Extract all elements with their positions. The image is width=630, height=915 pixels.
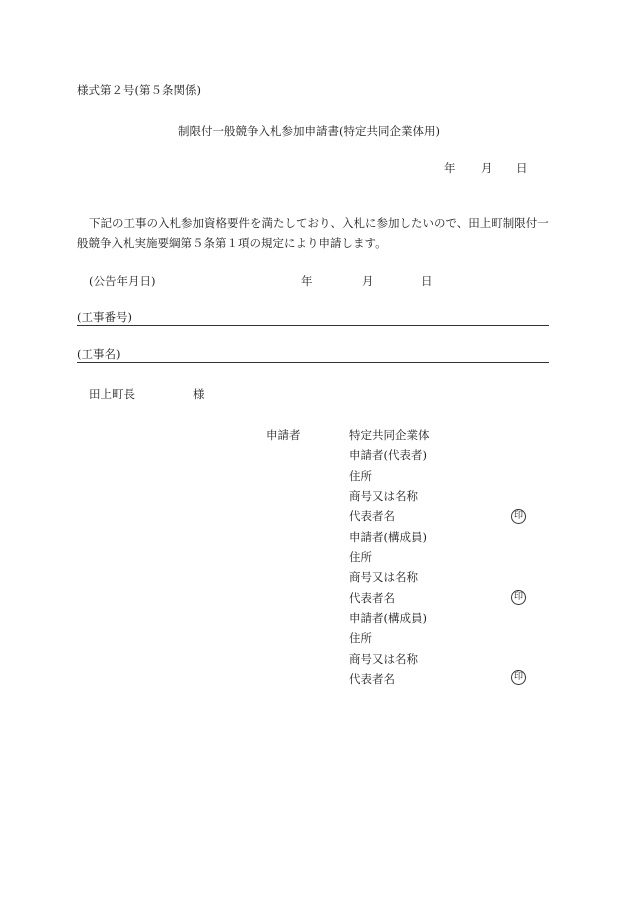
applicant-row: 住所 [349, 550, 372, 565]
body-text: 下記の工事の入札参加資格要件を満たしており、入札に参加したいので、田上町制限付一般競争入札実施要綱第５条第１項の規定により申請します。 [77, 216, 549, 250]
body-paragraph [77, 213, 557, 253]
seal-icon: 印 [511, 670, 526, 685]
seal-icon: 印 [511, 509, 526, 524]
construction-number-field[interactable] [77, 309, 549, 326]
addressee-honorific: 様 [193, 387, 205, 401]
date-month-label: 月 [481, 161, 493, 175]
applicant-row: 商号又は名称 [349, 651, 418, 666]
date-day-label: 日 [516, 161, 528, 175]
applicant-row: 代表者名 [349, 509, 395, 524]
applicant-row: 代表者名 [349, 672, 395, 687]
applicant-row: 住所 [349, 631, 372, 646]
applicant-row: 住所 [349, 468, 372, 483]
date-year-label: 年 [444, 161, 456, 175]
notice-year-label: 年 [301, 274, 313, 288]
jv-entity-label: 特定共同企業体 [349, 428, 430, 442]
addressee [89, 386, 205, 402]
applicant-row: 申請者(構成員) [349, 611, 427, 626]
construction-name-label: (工事名) [77, 347, 121, 361]
seal-icon: 印 [511, 590, 526, 605]
document-title: 制限付一般競争入札参加申請書(特定共同企業体用) [178, 124, 440, 138]
notice-month-label: 月 [362, 274, 374, 288]
applicant-label: 申請者 [266, 428, 301, 442]
notice-day-label: 日 [421, 274, 433, 288]
applicant-block [349, 427, 430, 691]
notice-date-label: (公告年月日) [89, 274, 156, 288]
applicant-row: 申請者(代表者) [349, 448, 427, 463]
construction-number-label: (工事番号) [77, 310, 132, 324]
applicant-row: 商号又は名称 [349, 489, 418, 504]
construction-name-field[interactable] [77, 346, 549, 363]
applicant-row: 申請者(構成員) [349, 529, 427, 544]
form-number: 様式第２号(第５条関係) [77, 83, 201, 97]
applicant-row: 商号又は名称 [349, 570, 418, 585]
addressee-name: 田上町長 [89, 387, 135, 401]
applicant-row: 代表者名 [349, 590, 395, 605]
